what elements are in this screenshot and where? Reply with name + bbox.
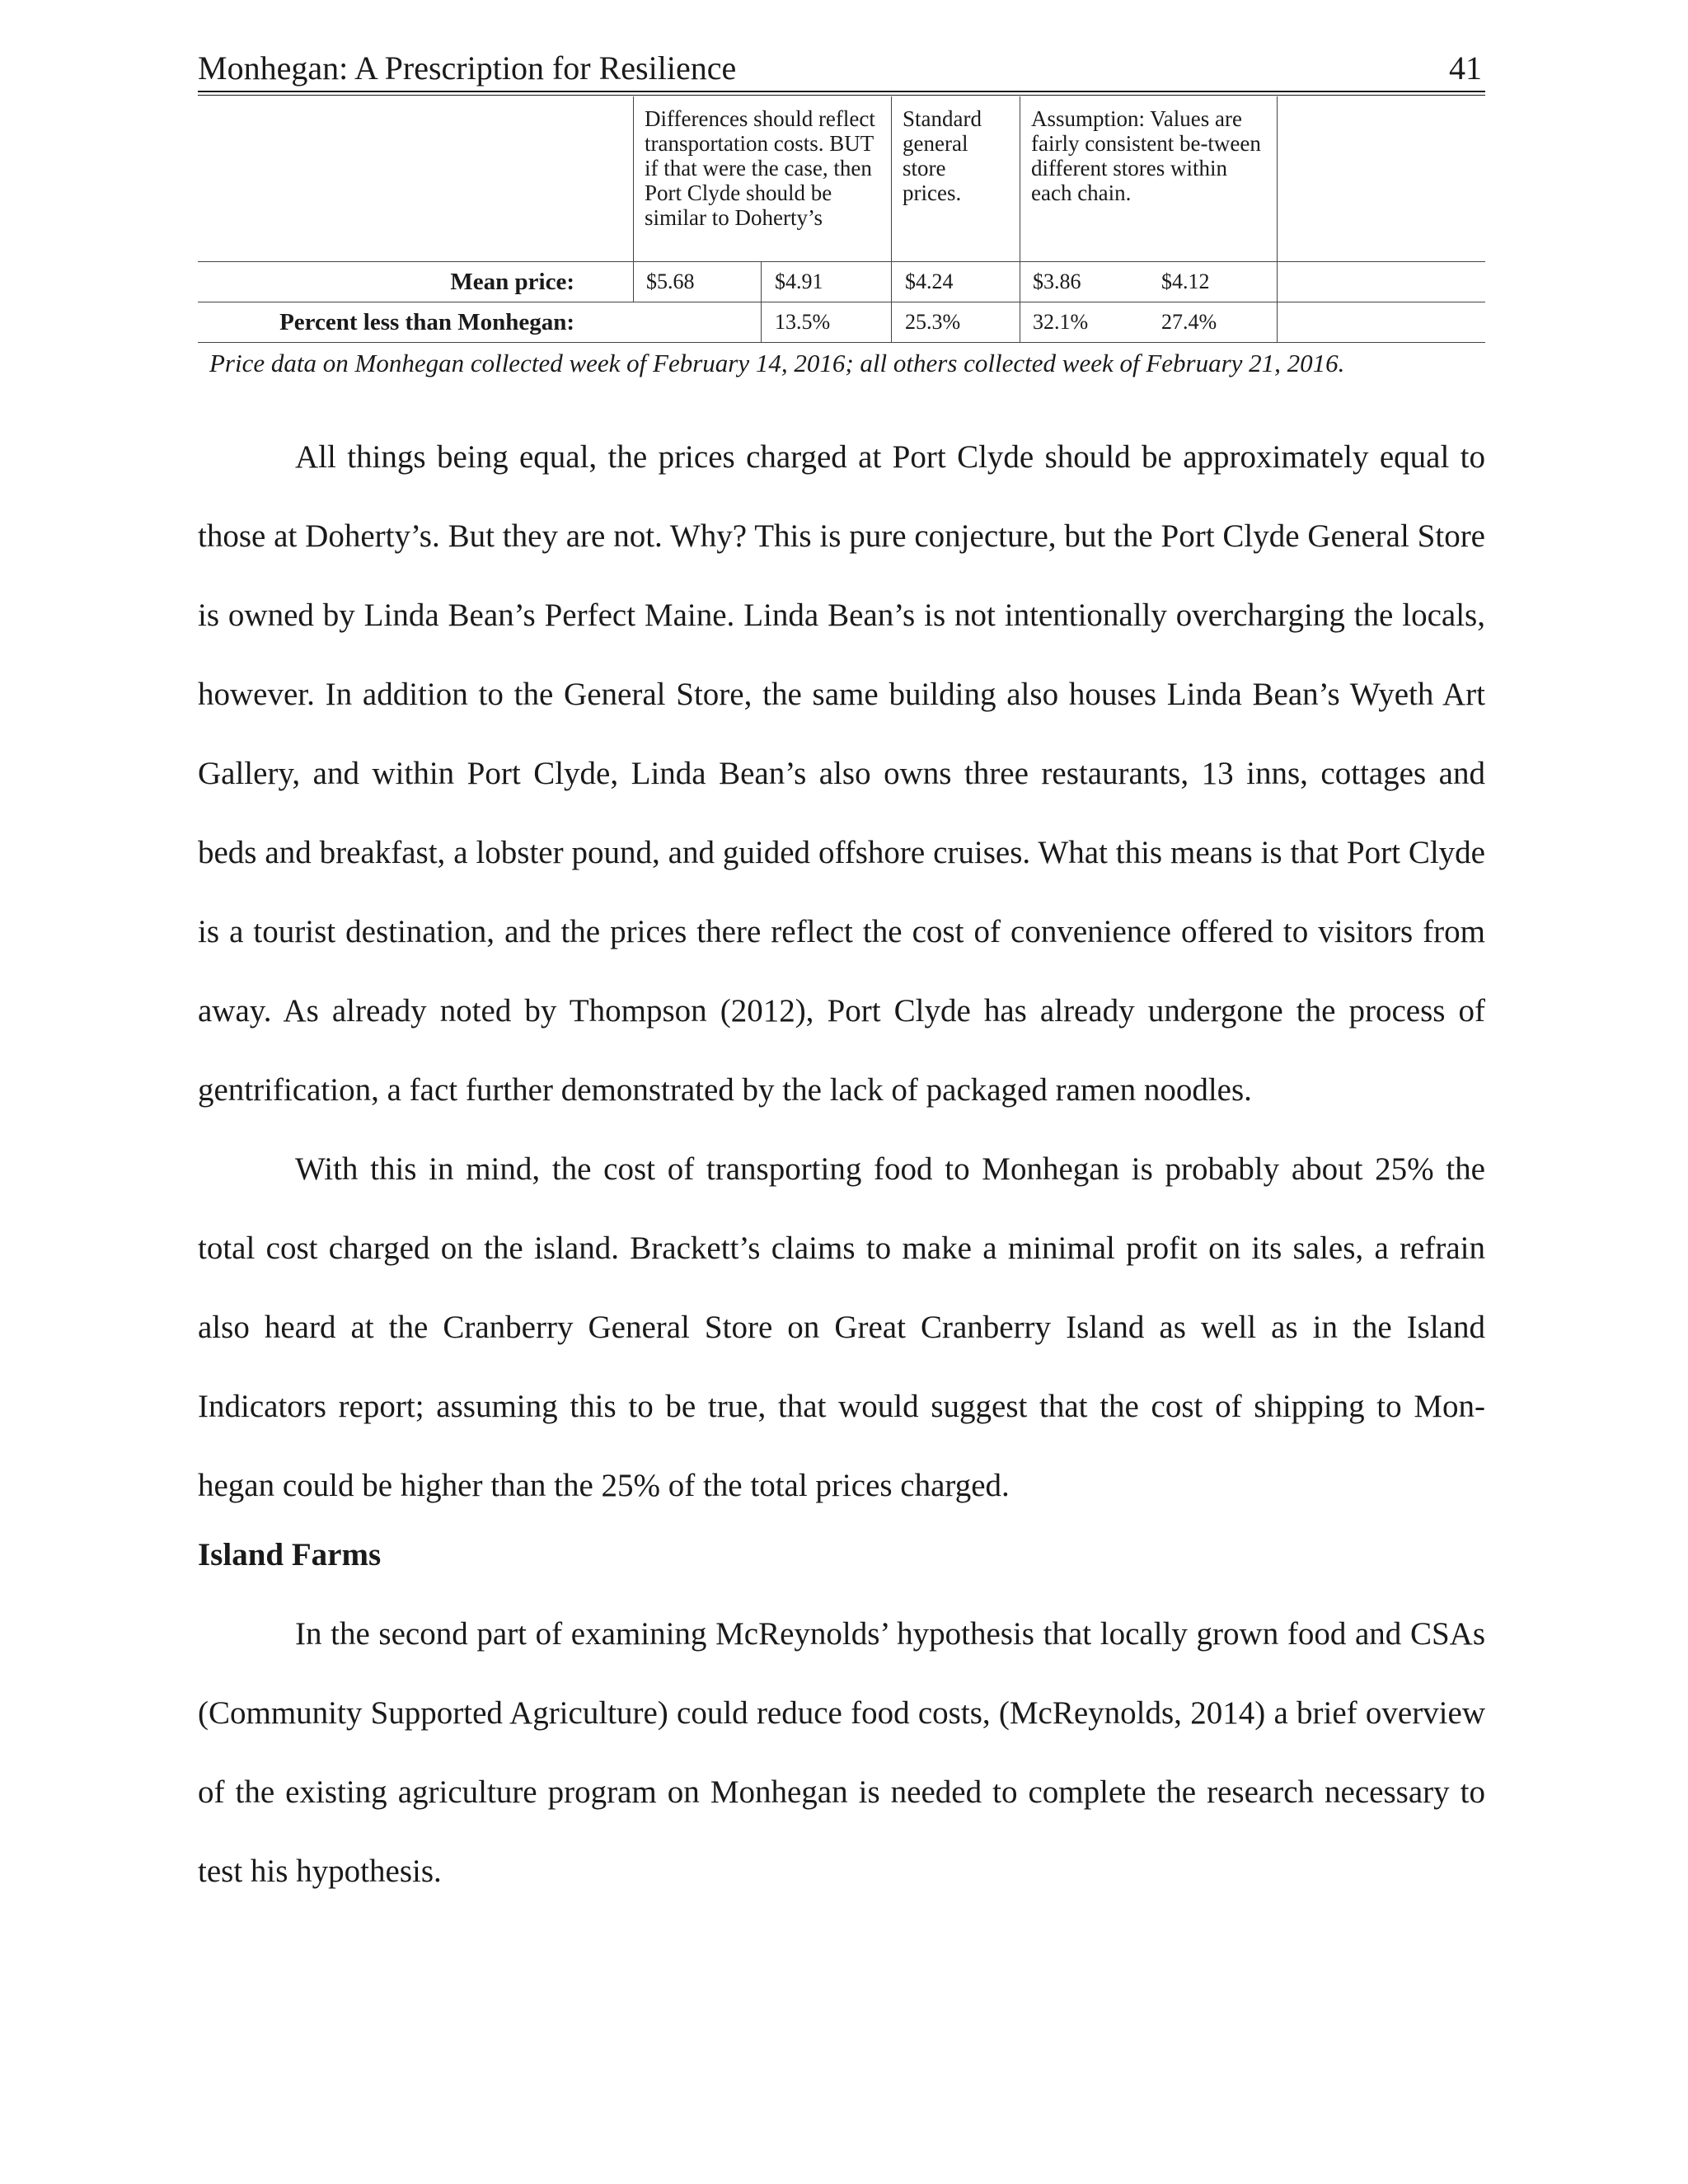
header-rule-thin: [198, 95, 1485, 96]
row-label-mean-price: Mean price:: [450, 269, 574, 295]
header-rule: [198, 91, 1485, 92]
price-comparison-table: [198, 96, 1485, 343]
table-note-standard-prices: Standard general store prices.: [903, 106, 982, 205]
table-caption: Price data on Monhegan collected week of February 14, 2016; all others collected week of February 21, 2016.: [209, 349, 1345, 377]
table-divider: [761, 302, 762, 342]
mean-price-store-4: $3.86: [1033, 269, 1081, 293]
body-text: [198, 418, 1485, 1911]
table-note-assumption: Assumption: Values are fairly consistent be-tween different stores within each chain.: [1031, 106, 1261, 205]
paragraph: With this in mind, the cost of transporting food to Monhegan is probably about 25% the total cost charged on the island. Brackett’s claims to make a minimal profit on its sales, a refrain also heard at the Cranberry General Store on Great Cranberry Island as well as in the Island Indicators report; assuming this to be true, that would suggest that the cost of shipping to Monhegan could be higher than the 25% of the total prices charged.: [198, 1151, 1485, 1503]
row-label-percent-less: Percent less than Monhegan:: [279, 309, 574, 335]
table-divider: [761, 262, 762, 302]
table-row-mean-price: [198, 262, 1485, 302]
table-divider: [1277, 96, 1278, 261]
table-divider: [1277, 302, 1278, 342]
table-row-percent-less: [198, 302, 1485, 343]
percent-less-store-2: 13.5%: [775, 310, 831, 334]
section-heading: Island Farms: [198, 1537, 382, 1572]
table-divider: [891, 262, 892, 302]
table-divider: [1277, 262, 1278, 302]
running-header: [198, 48, 1485, 89]
paragraph: In the second part of examining McReynolds’ hypothesis that locally grown food and CSAs (Community Supported Agriculture) could reduce food costs, (McReynolds, 2014) a brief overview of the existing agriculture program on Monhegan is needed to complete the research necessary to test his hypothesis.: [198, 1616, 1485, 1889]
table-divider: [891, 302, 892, 342]
percent-less-store-3: 25.3%: [905, 310, 961, 334]
running-title: Monhegan: A Prescription for Resilience: [198, 49, 737, 87]
table-notes-row: [198, 96, 1485, 262]
percent-less-store-5: 27.4%: [1161, 310, 1217, 334]
table-divider: [633, 262, 634, 302]
percent-less-store-4: 32.1%: [1033, 310, 1089, 334]
document-page: [198, 0, 1485, 2184]
mean-price-store-2: $4.91: [775, 269, 823, 293]
page-number: 41: [1449, 49, 1482, 87]
mean-price-store-3: $4.24: [905, 269, 954, 293]
mean-price-store-5: $4.12: [1161, 269, 1210, 293]
mean-price-monhegan: $5.68: [646, 269, 695, 293]
paragraph: All things being equal, the prices charged at Port Clyde should be approximately equal to those at Doherty’s. But they are not. Why? This is pure conjecture, but the Port Clyde General Store is owned by Linda Bean’s Perfect Maine. Linda Bean’s is not intentionally overcharging the locals, however. In addition to the General Store, the same building also houses Linda Bean’s Wyeth Art Gallery, and within Port Clyde, Linda Bean’s also owns three restaurants, 13 inns, cottages and beds and breakfast, a lobster pound, and guided offshore cruises. What this means is that Port Clyde is a tourist destination, and the prices there reflect the cost of convenience offered to visitors from away. As already noted by Thompson (2012), Port Clyde has already undergone the process of gentrification, a fact further demonstrated by the lack of packaged ramen noodles.: [198, 439, 1485, 1108]
table-note-transportation: Differences should reflect transportation costs. BUT if that were the case, then Port Clyde should be similar to Doherty’s: [645, 106, 875, 230]
